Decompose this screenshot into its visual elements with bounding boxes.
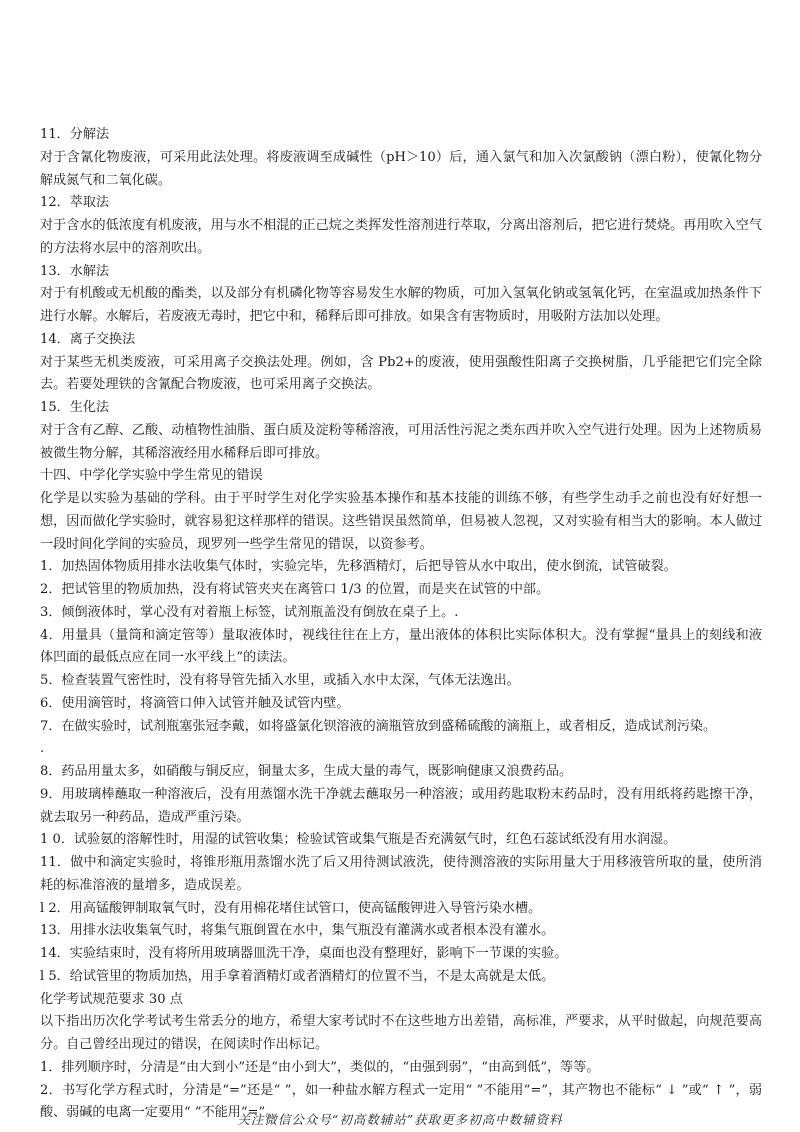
list-item: 9．用玻璃棒蘸取一种溶液后，没有用蒸馏水洗干净就去蘸取另一种溶液；或用药匙取粉末药品时，没有用纸将药匙擦干净，就去取另一种药品，造成严重污染。 bbox=[40, 786, 762, 825]
list-item: 7．在做实验时，试剂瓶塞张冠李戴，如将盛氯化钡溶液的滴瓶管放到盛稀硫酸的滴瓶上，或者相反，造成试剂污染。 bbox=[40, 718, 717, 734]
list-item: 2．书写化学方程式时，分清是“=”还是“ ”，如一种盐水解方程式一定用“ ”不能用“=”，其产物也不能标“ ↓ ”或“ ↑ ”，弱酸、弱碱的电离一定要用“ ”不能用“=”。 bbox=[40, 1082, 762, 1121]
document-body bbox=[40, 124, 762, 1125]
heading-biochemical: 15．生化法 bbox=[40, 400, 110, 415]
heading-decomposition: 11．分解法 bbox=[40, 127, 110, 142]
paragraph: 以下指出历次化学考试考生常丢分的地方，希望大家考试时不在这些地方出差错，高标准，严要求，从平时做起，向规范要高分。自己曾经出现过的错误，在阅读时作出标记。 bbox=[40, 1014, 762, 1052]
list-item: 1．排列顺序时，分清是“由大到小”还是“由小到大”，类似的，“由强到弱”，“由高到低”，等等。 bbox=[40, 1059, 600, 1075]
list-item: l 2．用高锰酸钾制取氧气时，没有用棉花堵住试管口，使高锰酸钾进入导管污染水槽。 bbox=[40, 900, 542, 916]
paragraph: 对于含氰化物废液，可采用此法处理。将废液调至成碱性（pH＞10）后，通入氯气和加入次氯酸钠（漂白粉），使氰化物分解成氮气和二氧化碳。 bbox=[40, 149, 762, 188]
list-item: 3．倾倒液体时，掌心没有对着瓶上标签，试剂瓶盖没有倒放在桌子上。. bbox=[40, 604, 459, 620]
section-heading-exam-rules: 化学考试规范要求 30 点 bbox=[40, 991, 183, 1007]
paragraph: 对于某些无机类废液，可采用离子交换法处理。例如，含 Pb2+的废液，使用强酸性阳离子交换树脂，几乎能把它们完全除去。若要处理铁的含氰配合物废液，也可采用离子交换法。 bbox=[40, 354, 762, 393]
list-item: 14．实验结束时，没有将所用玻璃器皿洗干净，桌面也没有整理好，影响下一节课的实验。 bbox=[40, 946, 568, 961]
paragraph: 对于含水的低浓度有机废液，用与水不相混的正己烷之类挥发性溶剂进行萃取，分离出溶剂后，把它进行焚烧。再用吹入空气的方法将水层中的溶剂吹出。 bbox=[40, 218, 762, 256]
list-item: 5．检查装置气密性时，没有将导管先插入水里，或插入水中太深，气体无法逸出。 bbox=[40, 673, 520, 688]
stray-mark: . bbox=[40, 741, 45, 757]
list-item: 1 0．试验氨的溶解性时，用湿的试管收集；检验试管或集气瓶是否充满氨气时，红色石蕊试纸没有用水润湿。 bbox=[40, 832, 677, 848]
list-item: 11．做中和滴定实验时，将锥形瓶用蒸馏水洗了后又用待测试液洗，使待测溶液的实际用量大于用移液管所取的量，使所消耗的标准溶液的量增多，造成误差。 bbox=[40, 855, 762, 893]
paragraph: 化学是以实验为基础的学科。由于平时学生对化学实验基本操作和基本技能的训练不够，有些学生动手之前也没有好好想一想，因而做化学实验时，就容易犯这样那样的错误。这些错误虽然简单，但易被人忽视，又对实验有相当大的影响。本人做过一段时间化学间的实验员，现罗列一些学生常见的错误，以资参考。 bbox=[40, 491, 762, 552]
paragraph: 对于有机酸或无机酸的酯类，以及部分有机磷化物等容易发生水解的物质，可加入氢氧化钠或氢氧化钙，在室温或加热条件下进行水解。水解后，若废液无毒时，把它中和，稀释后即可排放。如果含有害物质时，用吸附方法加以处理。 bbox=[40, 286, 762, 324]
list-item: 6．使用滴管时，将滴管口伸入试管并触及试管内壁。 bbox=[40, 695, 350, 711]
heading-extraction: 12．萃取法 bbox=[40, 195, 110, 211]
paragraph: 对于含有乙醇、乙酸、动植物性油脂、蛋白质及淀粉等稀溶液，可用活性污泥之类东西并吹入空气进行处理。因为上述物质易被微生物分解，其稀溶液经用水稀释后即可排放。 bbox=[40, 422, 762, 461]
heading-ion-exchange: 14．离子交换法 bbox=[40, 331, 136, 347]
heading-hydrolysis: 13．水解法 bbox=[40, 263, 110, 279]
list-item: 2．把试管里的物质加热，没有将试管夹夹在离管口 1/3 的位置，而是夹在试管的中部。 bbox=[40, 582, 550, 597]
list-item: 13．用排水法收集氧气时，将集气瓶倒置在水中，集气瓶没有灌满水或者根本没有灌水。 bbox=[40, 923, 555, 939]
footer-note: 关注微信公众号“初高数辅站”获取更多初高中数辅资料 bbox=[237, 1112, 563, 1127]
list-item: l 5．给试管里的物质加热，用手拿着酒精灯或者酒精灯的位置不当，不是太高就是太低。 bbox=[40, 968, 555, 984]
list-item: 4．用量具（量筒和滴定管等）量取液体时，视线往往在上方，量出液体的体积比实际体积大。没有掌握“量具上的刻线和液体凹面的最低点应在同一水平线上”的读法。 bbox=[40, 627, 762, 666]
list-item: 1．加热固体物质用排水法收集气体时，实验完毕，先移酒精灯，后把导管从水中取出，使水倒流，试管破裂。 bbox=[40, 559, 677, 575]
list-item: 8．药品用量太多，如硝酸与铜反应，铜量太多，生成大量的毒气，既影响健康又浪费药品。 bbox=[40, 764, 573, 779]
section-heading-common-errors: 十四、中学化学实验中学生常见的错误 bbox=[40, 468, 263, 484]
